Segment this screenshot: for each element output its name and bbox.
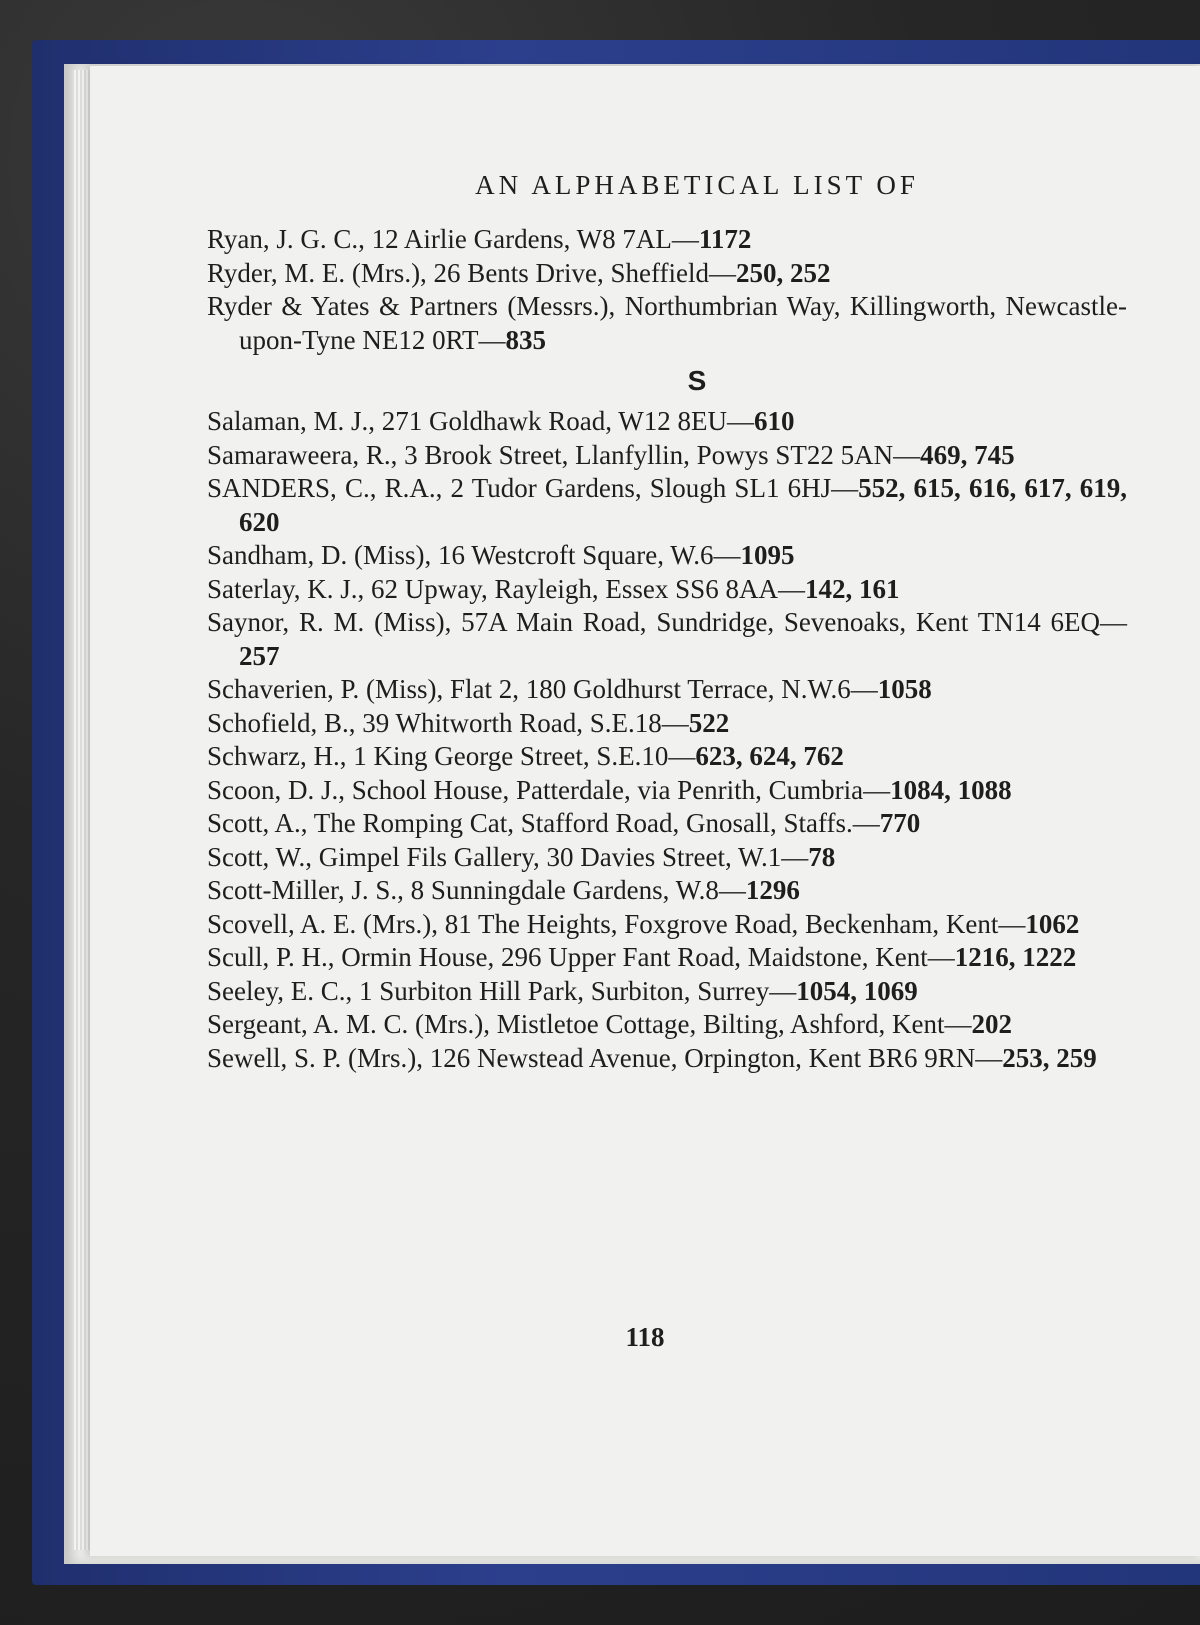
entry-text: Ryder & Yates & Partners (Messrs.), Northumbrian Way, Killingworth, Newcastle-upon-Tyne NE12 0RT—	[207, 291, 1127, 355]
list-item	[207, 841, 1127, 875]
entry-text: Saynor, R. M. (Miss), 57A Main Road, Sundridge, Sevenoaks, Kent TN14 6EQ—	[207, 607, 1127, 637]
entry-refs: 250, 252	[736, 257, 831, 288]
entry-text: Scovell, A. E. (Mrs.), 81 The Heights, Foxgrove Road, Beckenham, Kent—	[207, 908, 1026, 939]
entry-text: Scott-Miller, J. S., 8 Sunningdale Gardens, W.8—	[207, 875, 746, 905]
list-item	[207, 405, 1127, 439]
entry-refs: 1062	[1025, 908, 1080, 939]
list-item	[207, 774, 1127, 808]
entry-text: Sewell, S. P. (Mrs.), 126 Newstead Avenue, Orpington, Kent BR6 9RN—	[207, 1042, 1003, 1073]
list-item	[207, 1042, 1127, 1076]
list-item	[207, 472, 1127, 539]
entry-refs: 469, 745	[920, 439, 1015, 470]
entry-refs: 1054, 1069	[796, 975, 918, 1006]
entry-text: Seeley, E. C., 1 Surbiton Hill Park, Surbiton, Surrey—	[207, 975, 797, 1006]
entry-refs: 1296	[745, 875, 800, 905]
entry-refs: 770	[879, 808, 921, 838]
entry-text: Scott, A., The Romping Cat, Stafford Road, Gnosall, Staffs.—	[207, 808, 880, 838]
list-item	[207, 539, 1127, 573]
entry-text: Sandham, D. (Miss), 16 Westcroft Square, W.6—	[207, 540, 741, 570]
list-item	[207, 573, 1127, 607]
entry-refs: 610	[753, 406, 795, 436]
entry-text: Scott, W., Gimpel Fils Gallery, 30 Davies Street, W.1—	[207, 841, 809, 872]
entry-refs: 1095	[740, 540, 795, 570]
entries-s-list	[207, 405, 1127, 1075]
list-item	[207, 290, 1127, 357]
page-number: 118	[625, 1322, 665, 1352]
entry-refs: 552, 615, 616, 617, 619, 620	[239, 473, 1128, 537]
entry-refs: 1172	[698, 224, 752, 254]
page-edges	[72, 70, 92, 1550]
entries-before-list	[207, 223, 1127, 357]
list-item	[207, 941, 1127, 975]
list-item	[207, 740, 1127, 774]
entry-text: Scull, P. H., Ormin House, 296 Upper Fant Road, Maidstone, Kent—	[207, 942, 955, 972]
section-letter: S	[687, 365, 707, 396]
entry-text: SANDERS, C., R.A., 2 Tudor Gardens, Slough SL1 6HJ—	[207, 473, 859, 503]
entry-text: Ryder, M. E. (Mrs.), 26 Bents Drive, Sheffield—	[207, 257, 737, 288]
list-item	[207, 673, 1127, 707]
list-item	[207, 257, 1127, 291]
entry-refs: 257	[239, 640, 280, 671]
entry-text: Sergeant, A. M. C. (Mrs.), Mistletoe Cottage, Bilting, Ashford, Kent—	[207, 1009, 972, 1039]
entry-refs: 835	[505, 324, 546, 355]
entry-text: Schofield, B., 39 Whitworth Road, S.E.18—	[207, 707, 689, 738]
list-item	[207, 707, 1127, 741]
entry-text: Salaman, M. J., 271 Goldhawk Road, W12 8EU—	[207, 406, 754, 436]
list-item	[207, 874, 1127, 908]
entry-refs: 1084, 1088	[890, 774, 1012, 805]
list-item	[207, 606, 1127, 673]
list-item	[207, 908, 1127, 942]
entry-refs: 522	[688, 707, 730, 738]
entry-text: Schwarz, H., 1 King George Street, S.E.10—	[207, 741, 696, 771]
entry-text: Samaraweera, R., 3 Brook Street, Llanfyllin, Powys ST22 5AN—	[207, 439, 921, 470]
entry-refs: 1216, 1222	[954, 942, 1077, 972]
entry-refs: 1058	[877, 674, 932, 704]
entry-refs: 78	[808, 841, 836, 872]
page-heading: AN ALPHABETICAL LIST OF	[475, 170, 919, 200]
list-item	[207, 975, 1127, 1009]
entry-refs: 202	[971, 1009, 1012, 1039]
list-item	[207, 223, 1127, 257]
page-content	[207, 170, 1127, 1075]
list-item	[207, 1008, 1127, 1042]
entry-text: Ryan, J. G. C., 12 Airlie Gardens, W8 7AL—	[207, 224, 699, 254]
entry-refs: 253, 259	[1002, 1042, 1097, 1073]
entry-refs: 623, 624, 762	[695, 741, 844, 771]
entry-text: Schaverien, P. (Miss), Flat 2, 180 Goldhurst Terrace, N.W.6—	[207, 674, 878, 704]
list-item	[207, 807, 1127, 841]
entry-text: Saterlay, K. J., 62 Upway, Rayleigh, Essex SS6 8AA—	[207, 573, 805, 604]
entry-refs: 142, 161	[804, 573, 900, 604]
list-item	[207, 439, 1127, 473]
entry-text: Scoon, D. J., School House, Patterdale, via Penrith, Cumbria—	[207, 774, 891, 805]
